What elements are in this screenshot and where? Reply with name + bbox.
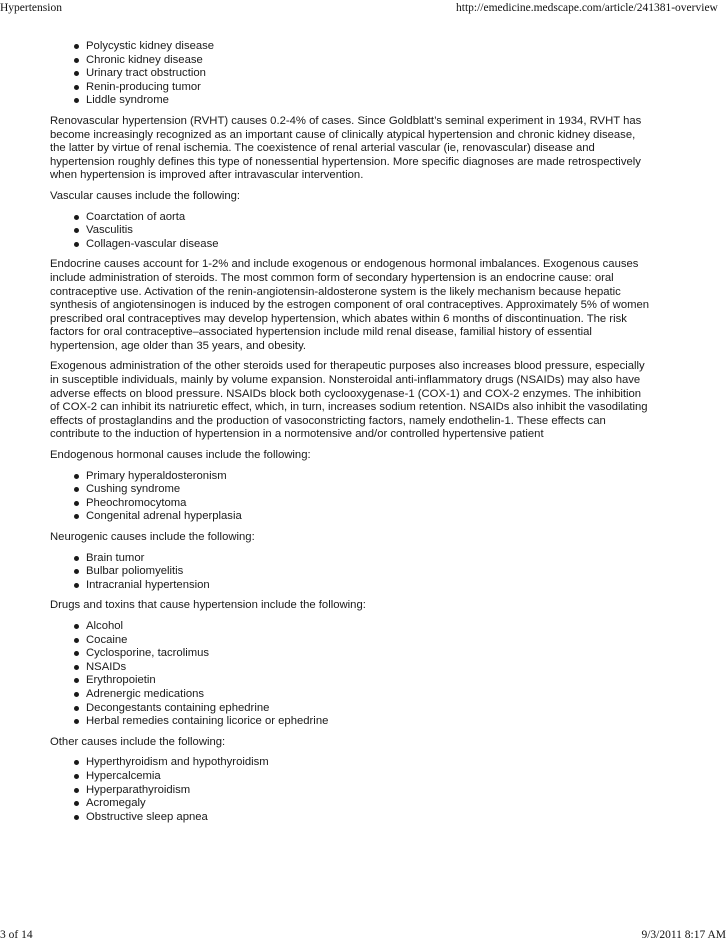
list-item: Hypercalcemia	[86, 770, 650, 784]
list-item: Chronic kidney disease	[86, 54, 650, 68]
print-footer	[0, 928, 728, 942]
list-item: Brain tumor	[86, 552, 650, 566]
list-item: Erythropoietin	[86, 674, 650, 688]
list-item: Herbal remedies containing licorice or ephedrine	[86, 715, 650, 729]
endocrine-paragraph: Endocrine causes account for 1-2% and include exogenous or endogenous hormonal imbalances. Exogenous causes include administration of steroids. The most common form of secondary hypertension is an endocrine cause: oral contraceptive use. Activation of the renin-angiotensin-aldosterone system is the likely mechanism because hepatic synthesis of angiotensinogen is induced by the estrogen component of oral contraceptives. Approximately 5% of women prescribed oral contraceptives may develop hypertension, which abates within 6 months of discontinuation. The risk factors for oral contraceptive–associated hypertension include mild renal disease, familial history of essential hypertension, age older than 35 years, and obesity.	[50, 258, 650, 352]
list-item: Decongestants containing ephedrine	[86, 702, 650, 716]
list-item: Hyperparathyroidism	[86, 784, 650, 798]
list-item: Liddle syndrome	[86, 94, 650, 108]
other-causes-list	[50, 756, 650, 824]
list-item: Hyperthyroidism and hypothyroidism	[86, 756, 650, 770]
list-item: Bulbar poliomyelitis	[86, 565, 650, 579]
list-item: Coarctation of aorta	[86, 211, 650, 225]
list-item: Intracranial hypertension	[86, 579, 650, 593]
exogenous-steroids-paragraph: Exogenous administration of the other steroids used for therapeutic purposes also increases blood pressure, especially in susceptible individuals, mainly by volume expansion. Nonsteroidal anti-inflammatory drugs (NSAIDs) may also have adverse effects on blood pressure. NSAIDs block both cyclooxygenase-1 (COX-1) and COX-2 enzymes. The inhibition of COX-2 can inhibit its natriuretic effect, which, in turn, increases sodium retention. NSAIDs also inhibit the vasodilating effects of prostaglandins and the production of vasoconstricting factors, namely endothelin-1. These effects can contribute to the induction of hypertension in a normotensive and/or controlled hypertensive patient	[50, 360, 648, 441]
list-item: Obstructive sleep apnea	[86, 811, 650, 825]
renal-causes-list	[50, 40, 650, 108]
list-item: Cocaine	[86, 634, 650, 648]
drugs-intro: Drugs and toxins that cause hypertension include the following:	[50, 599, 366, 612]
list-item: Vasculitis	[86, 224, 650, 238]
vascular-causes-list	[50, 211, 650, 252]
list-item: Congenital adrenal hyperplasia	[86, 510, 650, 524]
list-item: Acromegaly	[86, 797, 650, 811]
neurogenic-causes-list	[50, 552, 650, 593]
list-item: Primary hyperaldosteronism	[86, 470, 650, 484]
page-url: http://emedicine.medscape.com/article/241381-overview	[456, 2, 718, 14]
vascular-intro: Vascular causes include the following:	[50, 189, 241, 202]
other-intro: Other causes include the following:	[50, 735, 226, 748]
endogenous-causes-list	[50, 470, 650, 524]
neurogenic-intro: Neurogenic causes include the following:	[50, 531, 255, 543]
list-item: Urinary tract obstruction	[86, 67, 650, 81]
page-title: Hypertension	[0, 2, 62, 14]
list-item: Adrenergic medications	[86, 688, 650, 702]
list-item: NSAIDs	[86, 661, 650, 675]
rvht-paragraph: Renovascular hypertension (RVHT) causes 0.2-4% of cases. Since Goldblatt’s seminal experiment in 1934, RVHT has become increasingly recognized as an important cause of clinically atypical hypertension and chronic kidney disease, the latter by virtue of renal ischemia. The coexistence of renal arterial vascular (ie, renovascular) disease and hypertension roughly defines this type of nonessential hypertension. More specific diagnoses are made retrospectively when hypertension is improved after intravascular intervention.	[50, 114, 642, 182]
drugs-toxins-list	[50, 620, 650, 729]
page-number: 3 of 14	[0, 929, 33, 941]
list-item: Pheochromocytoma	[86, 497, 650, 511]
list-item: Alcohol	[86, 620, 650, 634]
list-item: Collagen-vascular disease	[86, 238, 650, 252]
print-header	[0, 1, 728, 15]
list-item: Cyclosporine, tacrolimus	[86, 647, 650, 661]
print-datetime: 9/3/2011 8:17 AM	[641, 929, 726, 941]
list-item: Polycystic kidney disease	[86, 40, 650, 54]
article-body	[50, 40, 650, 831]
list-item: Renin-producing tumor	[86, 81, 650, 95]
endogenous-intro: Endogenous hormonal causes include the following:	[50, 449, 311, 462]
list-item: Cushing syndrome	[86, 483, 650, 497]
